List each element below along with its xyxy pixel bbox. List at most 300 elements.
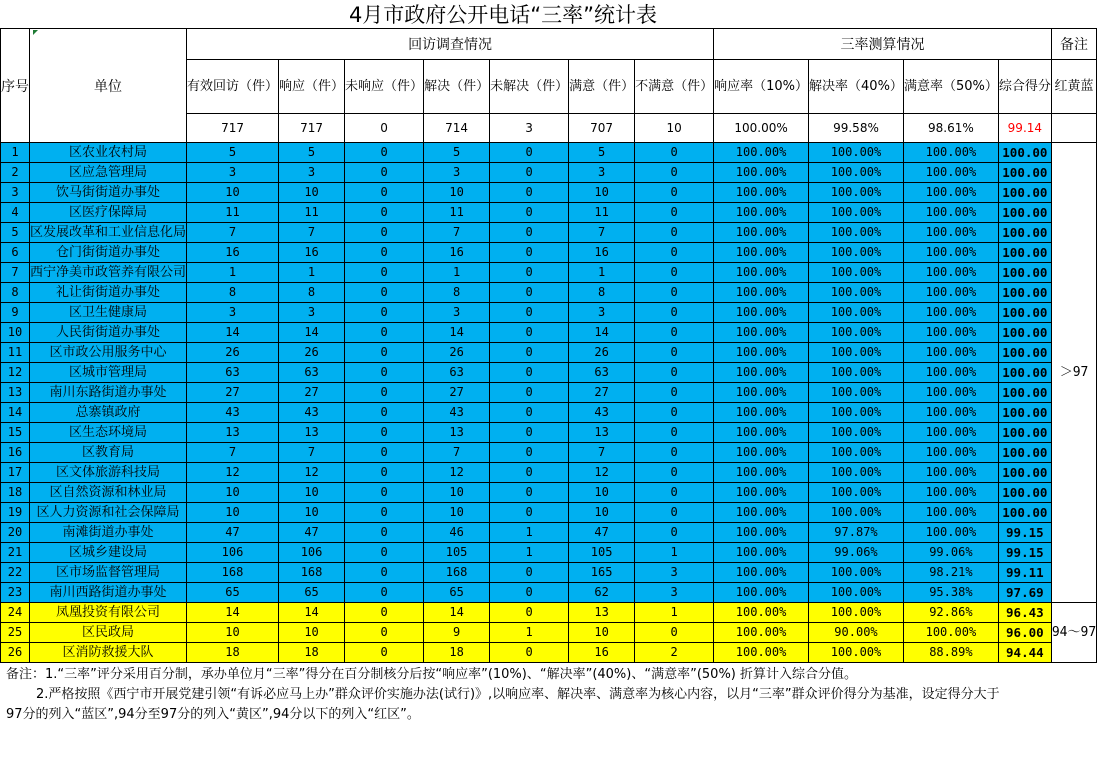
table-cell: 100.00% [809, 243, 904, 263]
row-composite-score: 100.00 [998, 483, 1051, 503]
header-color-levels: 红黄蓝 [1051, 60, 1096, 114]
table-cell: 0 [635, 403, 714, 423]
table-cell: 12 [279, 463, 345, 483]
table-cell: 9 [424, 623, 490, 643]
row-composite-score: 100.00 [998, 343, 1051, 363]
row-composite-score: 99.11 [998, 563, 1051, 583]
table-cell: 0 [635, 263, 714, 283]
table-cell: 0 [490, 503, 569, 523]
table-cell: 0 [345, 203, 424, 223]
table-cell: 18 [187, 643, 279, 663]
table-cell: 100.00% [809, 263, 904, 283]
table-cell: 43 [187, 403, 279, 423]
row-composite-score: 100.00 [998, 443, 1051, 463]
table-cell: 1 [490, 523, 569, 543]
table-cell: 0 [345, 603, 424, 623]
row-unit: 仓门街街道办事处 [30, 243, 187, 263]
table-cell: 0 [635, 503, 714, 523]
table-row [1, 223, 1097, 243]
table-cell: 11 [569, 203, 635, 223]
page-title: 4月市政府公开电话“三率”统计表 [348, 3, 658, 27]
table-cell: 0 [635, 363, 714, 383]
table-cell: 46 [424, 523, 490, 543]
header-satisfied: 满意（件） [569, 60, 635, 114]
row-composite-score: 100.00 [998, 383, 1051, 403]
table-cell: 0 [345, 543, 424, 563]
total-cell: 0 [345, 114, 424, 143]
table-cell: 100.00% [903, 323, 998, 343]
header-satisfy-rate: 满意率（50%） [903, 60, 998, 114]
table-cell: 100.00% [714, 483, 809, 503]
table-cell: 99.06% [809, 543, 904, 563]
table-cell: 100.00% [809, 443, 904, 463]
table-cell: 100.00% [809, 183, 904, 203]
table-row [1, 443, 1097, 463]
table-row [1, 643, 1097, 663]
table-cell: 0 [490, 483, 569, 503]
table-cell: 10 [187, 623, 279, 643]
table-cell: 5 [424, 143, 490, 163]
table-cell: 0 [635, 183, 714, 203]
table-cell: 1 [424, 263, 490, 283]
table-cell: 0 [635, 323, 714, 343]
header-seq: 序号 [1, 29, 30, 143]
table-cell: 100.00% [714, 203, 809, 223]
table-cell: 100.00% [903, 183, 998, 203]
table-cell: 62 [569, 583, 635, 603]
table-cell: 0 [490, 283, 569, 303]
table-cell: 100.00% [714, 423, 809, 443]
table-cell: 0 [635, 443, 714, 463]
row-unit: 区生态环境局 [30, 423, 187, 443]
table-cell: 26 [279, 343, 345, 363]
table-cell: 0 [635, 623, 714, 643]
table-cell: 100.00% [809, 323, 904, 343]
table-cell: 0 [345, 363, 424, 383]
row-seq: 8 [1, 283, 30, 303]
table-cell: 16 [279, 243, 345, 263]
row-composite-score: 100.00 [998, 243, 1051, 263]
table-row [1, 183, 1097, 203]
table-cell: 7 [187, 223, 279, 243]
table-cell: 100.00% [714, 363, 809, 383]
total-cell: 714 [424, 114, 490, 143]
table-row [1, 323, 1097, 343]
total-composite-score: 99.14 [998, 114, 1051, 143]
table-cell: 10 [569, 183, 635, 203]
table-cell: 0 [345, 303, 424, 323]
header-respond: 响应（件） [279, 60, 345, 114]
table-cell: 0 [635, 223, 714, 243]
table-cell: 26 [569, 343, 635, 363]
table-cell: 16 [187, 243, 279, 263]
table-cell: 100.00% [714, 223, 809, 243]
row-unit: 区消防救援大队 [30, 643, 187, 663]
row-composite-score: 100.00 [998, 303, 1051, 323]
table-cell: 0 [345, 163, 424, 183]
table-cell: 100.00% [809, 383, 904, 403]
table-cell: 100.00% [903, 623, 998, 643]
table-cell: 14 [187, 323, 279, 343]
table-cell: 7 [569, 443, 635, 463]
table-cell: 100.00% [714, 403, 809, 423]
row-composite-score: 99.15 [998, 543, 1051, 563]
table-cell: 90.00% [809, 623, 904, 643]
row-composite-score: 100.00 [998, 403, 1051, 423]
header-survey-group: 回访调查情况 [187, 29, 714, 60]
row-seq: 13 [1, 383, 30, 403]
table-cell: 100.00% [714, 283, 809, 303]
table-cell: 3 [569, 163, 635, 183]
table-row [1, 623, 1097, 643]
row-unit: 凤凰投资有限公司 [30, 603, 187, 623]
header-composite: 综合得分 [998, 60, 1051, 114]
row-seq: 12 [1, 363, 30, 383]
table-cell: 100.00% [903, 403, 998, 423]
table-cell: 0 [345, 263, 424, 283]
row-seq: 4 [1, 203, 30, 223]
table-cell: 43 [279, 403, 345, 423]
table-cell: 0 [490, 263, 569, 283]
table-cell: 97.87% [809, 523, 904, 543]
row-unit: 区民政局 [30, 623, 187, 643]
table-cell: 100.00% [809, 303, 904, 323]
table-cell: 100.00% [714, 143, 809, 163]
table-cell: 100.00% [903, 363, 998, 383]
row-seq: 5 [1, 223, 30, 243]
notes-section [0, 665, 1006, 725]
table-row [1, 583, 1097, 603]
table-cell: 13 [569, 603, 635, 623]
table-cell: 27 [569, 383, 635, 403]
row-unit: 区发展改革和工业信息化局 [30, 223, 187, 243]
table-cell: 0 [490, 443, 569, 463]
table-cell: 0 [490, 463, 569, 483]
table-cell: 100.00% [903, 303, 998, 323]
table-cell: 100.00% [809, 283, 904, 303]
table-cell: 100.00% [903, 443, 998, 463]
row-seq: 16 [1, 443, 30, 463]
table-cell: 168 [424, 563, 490, 583]
table-row [1, 503, 1097, 523]
table-cell: 43 [569, 403, 635, 423]
table-cell: 0 [490, 203, 569, 223]
table-cell: 100.00% [809, 363, 904, 383]
table-cell: 11 [424, 203, 490, 223]
table-cell: 0 [490, 323, 569, 343]
table-cell: 100.00% [809, 223, 904, 243]
table-cell: 100.00% [714, 243, 809, 263]
table-cell: 100.00% [809, 163, 904, 183]
table-cell: 105 [569, 543, 635, 563]
row-unit: 区城乡建设局 [30, 543, 187, 563]
table-cell: 165 [569, 563, 635, 583]
row-seq: 23 [1, 583, 30, 603]
table-cell: 7 [279, 223, 345, 243]
table-cell: 13 [424, 423, 490, 443]
table-cell: 100.00% [714, 643, 809, 663]
table-row [1, 543, 1097, 563]
table-cell: 11 [279, 203, 345, 223]
table-cell: 10 [424, 483, 490, 503]
row-composite-score: 100.00 [998, 363, 1051, 383]
row-unit: 区城市管理局 [30, 363, 187, 383]
table-cell: 10 [569, 623, 635, 643]
total-cell: 10 [635, 114, 714, 143]
table-cell: 11 [187, 203, 279, 223]
table-cell: 0 [490, 143, 569, 163]
note-line-2: 2.严格按照《西宁市开展党建引领“有诉必应马上办”群众评价实施办法(试行)》,以响应率、解决率、满意率为核心内容，以月“三率”群众评价得分为基准，设定得分大于97分的列入“蓝区”,94分至97分的列入“黄区”,94分以下的列入“红区”。 [6, 687, 1000, 722]
table-cell: 1 [569, 263, 635, 283]
table-row [1, 603, 1097, 623]
row-seq: 17 [1, 463, 30, 483]
table-cell: 100.00% [809, 483, 904, 503]
table-cell: 0 [345, 323, 424, 343]
table-cell: 168 [187, 563, 279, 583]
row-unit: 西宁净美市政管养有限公司 [30, 263, 187, 283]
header-no-respond: 未响应（件） [345, 60, 424, 114]
table-cell: 16 [569, 643, 635, 663]
row-unit: 区教育局 [30, 443, 187, 463]
row-unit: 区应急管理局 [30, 163, 187, 183]
row-unit: 总寨镇政府 [30, 403, 187, 423]
table-cell: 14 [569, 323, 635, 343]
table-row [1, 483, 1097, 503]
table-cell: 3 [635, 583, 714, 603]
table-cell: 100.00% [714, 183, 809, 203]
table-cell: 0 [490, 163, 569, 183]
table-cell: 0 [635, 383, 714, 403]
table-cell: 100.00% [903, 523, 998, 543]
table-cell: 100.00% [903, 243, 998, 263]
table-cell: 12 [424, 463, 490, 483]
table-cell: 14 [187, 603, 279, 623]
header-unit: 单位 [30, 29, 187, 143]
header-valid: 有效回访（件） [187, 60, 279, 114]
row-seq: 15 [1, 423, 30, 443]
table-cell: 0 [490, 563, 569, 583]
row-composite-score: 100.00 [998, 163, 1051, 183]
table-cell: 100.00% [714, 463, 809, 483]
table-cell: 0 [635, 423, 714, 443]
table-cell: 0 [345, 583, 424, 603]
table-cell: 65 [187, 583, 279, 603]
table-cell: 65 [279, 583, 345, 603]
row-composite-score: 99.15 [998, 523, 1051, 543]
table-cell: 18 [424, 643, 490, 663]
table-cell: 0 [635, 523, 714, 543]
table-cell: 0 [490, 343, 569, 363]
total-cell: 717 [187, 114, 279, 143]
table-cell: 5 [569, 143, 635, 163]
table-cell: 7 [279, 443, 345, 463]
table-cell: 100.00% [903, 283, 998, 303]
table-cell: 100.00% [714, 303, 809, 323]
table-cell: 3 [424, 303, 490, 323]
row-unit: 区文体旅游科技局 [30, 463, 187, 483]
row-composite-score: 100.00 [998, 203, 1051, 223]
table-cell: 0 [345, 483, 424, 503]
table-cell: 0 [635, 343, 714, 363]
row-composite-score: 100.00 [998, 283, 1051, 303]
note-line-1: 备注：1.“三率”评分采用百分制，承办单位月“三率”得分在百分制核分后按“响应率”(10%)、“解决率”(40%)、“满意率”(50%) 折算计入综合分值。 [6, 667, 857, 682]
table-cell: 0 [635, 463, 714, 483]
table-cell: 5 [187, 143, 279, 163]
table-cell: 100.00% [903, 223, 998, 243]
table-cell: 99.06% [903, 543, 998, 563]
blue-zone-remark: ＞97 [1051, 143, 1096, 603]
table-cell: 92.86% [903, 603, 998, 623]
table-cell: 47 [569, 523, 635, 543]
total-remark-empty [1051, 114, 1096, 143]
row-unit: 区自然资源和林业局 [30, 483, 187, 503]
table-cell: 95.38% [903, 583, 998, 603]
total-cell: 98.61% [903, 114, 998, 143]
row-seq: 7 [1, 263, 30, 283]
table-cell: 0 [635, 143, 714, 163]
table-cell: 100.00% [809, 203, 904, 223]
row-seq: 26 [1, 643, 30, 663]
table-cell: 106 [187, 543, 279, 563]
row-unit: 区市政公用服务中心 [30, 343, 187, 363]
table-cell: 0 [345, 643, 424, 663]
table-cell: 100.00% [903, 163, 998, 183]
table-cell: 0 [490, 423, 569, 443]
row-unit: 区卫生健康局 [30, 303, 187, 323]
table-cell: 27 [279, 383, 345, 403]
row-unit: 区农业农村局 [30, 143, 187, 163]
table-cell: 10 [279, 503, 345, 523]
table-cell: 16 [569, 243, 635, 263]
table-cell: 14 [424, 323, 490, 343]
row-unit: 礼让街街道办事处 [30, 283, 187, 303]
table-cell: 12 [569, 463, 635, 483]
row-composite-score: 94.44 [998, 643, 1051, 663]
table-cell: 26 [424, 343, 490, 363]
table-cell: 100.00% [809, 583, 904, 603]
header-unsolved: 未解决（件） [490, 60, 569, 114]
table-cell: 3 [279, 163, 345, 183]
table-cell: 3 [424, 163, 490, 183]
table-cell: 10 [424, 183, 490, 203]
table-cell: 7 [424, 223, 490, 243]
table-row [1, 283, 1097, 303]
table-cell: 0 [635, 303, 714, 323]
total-cell: 99.58% [809, 114, 904, 143]
row-composite-score: 100.00 [998, 463, 1051, 483]
table-cell: 43 [424, 403, 490, 423]
table-cell: 8 [187, 283, 279, 303]
table-cell: 16 [424, 243, 490, 263]
table-cell: 100.00% [714, 523, 809, 543]
table-cell: 65 [424, 583, 490, 603]
row-seq: 11 [1, 343, 30, 363]
table-cell: 14 [279, 323, 345, 343]
table-row [1, 383, 1097, 403]
table-cell: 98.21% [903, 563, 998, 583]
row-seq: 2 [1, 163, 30, 183]
table-cell: 7 [424, 443, 490, 463]
table-cell: 100.00% [903, 143, 998, 163]
table-cell: 100.00% [903, 463, 998, 483]
table-cell: 100.00% [714, 343, 809, 363]
table-cell: 0 [635, 203, 714, 223]
header-respond-rate: 响应率（10%） [714, 60, 809, 114]
table-cell: 1 [490, 623, 569, 643]
table-cell: 0 [490, 603, 569, 623]
table-cell: 0 [345, 463, 424, 483]
row-seq: 18 [1, 483, 30, 503]
header-unsatisfied: 不满意（件） [635, 60, 714, 114]
row-unit: 南川东路街道办事处 [30, 383, 187, 403]
table-cell: 100.00% [903, 503, 998, 523]
row-seq: 21 [1, 543, 30, 563]
table-cell: 0 [490, 403, 569, 423]
row-unit: 区市场监督管理局 [30, 563, 187, 583]
table-cell: 0 [490, 183, 569, 203]
total-cell: 707 [569, 114, 635, 143]
table-cell: 100.00% [809, 503, 904, 523]
row-composite-score: 100.00 [998, 143, 1051, 163]
total-cell: 3 [490, 114, 569, 143]
table-cell: 0 [345, 623, 424, 643]
table-row [1, 303, 1097, 323]
table-cell: 100.00% [809, 343, 904, 363]
table-cell: 8 [424, 283, 490, 303]
table-cell: 0 [345, 383, 424, 403]
table-cell: 100.00% [714, 263, 809, 283]
table-cell: 100.00% [809, 403, 904, 423]
table-cell: 63 [279, 363, 345, 383]
row-seq: 1 [1, 143, 30, 163]
table-cell: 100.00% [714, 623, 809, 643]
table-cell: 10 [187, 503, 279, 523]
header-rate-group: 三率测算情况 [714, 29, 1052, 60]
table-cell: 100.00% [809, 143, 904, 163]
table-cell: 100.00% [714, 583, 809, 603]
table-cell: 100.00% [903, 383, 998, 403]
table-cell: 10 [187, 483, 279, 503]
table-cell: 10 [187, 183, 279, 203]
table-row [1, 263, 1097, 283]
table-cell: 3 [187, 303, 279, 323]
row-unit: 饮马街街道办事处 [30, 183, 187, 203]
table-cell: 47 [187, 523, 279, 543]
table-row [1, 343, 1097, 363]
total-cell: 100.00% [714, 114, 809, 143]
row-unit: 人民街街道办事处 [30, 323, 187, 343]
table-cell: 8 [279, 283, 345, 303]
row-composite-score: 100.00 [998, 223, 1051, 243]
row-seq: 14 [1, 403, 30, 423]
table-cell: 1 [187, 263, 279, 283]
table-cell: 0 [635, 283, 714, 303]
table-cell: 0 [345, 223, 424, 243]
table-cell: 100.00% [903, 483, 998, 503]
table-cell: 100.00% [809, 643, 904, 663]
table-cell: 0 [345, 423, 424, 443]
table-cell: 10 [279, 483, 345, 503]
header-remark: 备注 [1051, 29, 1096, 60]
table-cell: 0 [345, 503, 424, 523]
table-cell: 0 [635, 243, 714, 263]
row-seq: 22 [1, 563, 30, 583]
header-solve-rate: 解决率（40%） [809, 60, 904, 114]
table-cell: 0 [490, 243, 569, 263]
table-row [1, 463, 1097, 483]
table-cell: 10 [279, 623, 345, 643]
row-seq: 19 [1, 503, 30, 523]
